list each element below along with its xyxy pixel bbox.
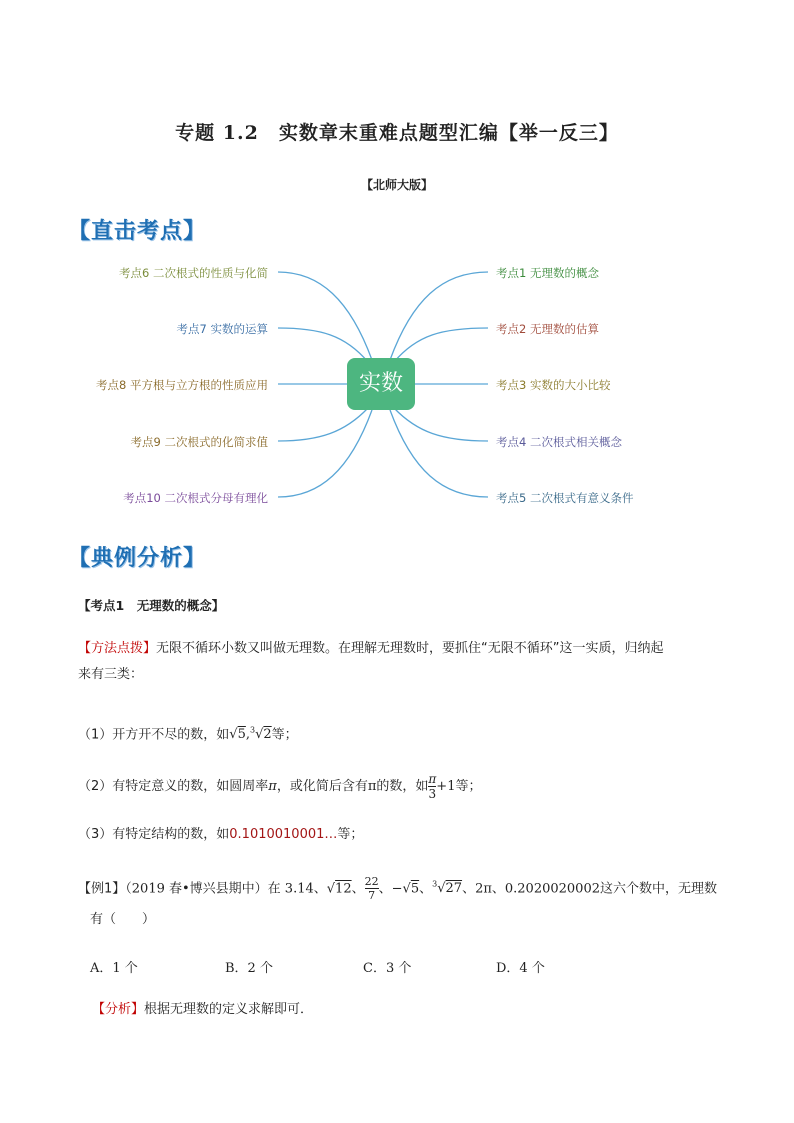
mindmap-right-label: 考点4 二次根式相关概念 — [496, 435, 622, 449]
example-source: （2019 春•博兴县期中）在 3.14、 — [125, 881, 327, 897]
mindmap-right-label: 考点3 实数的大小比较 — [496, 378, 611, 392]
method-paragraph — [78, 636, 728, 688]
mindmap-right-label: 考点5 二次根式有意义条件 — [496, 491, 634, 505]
branch-right-4 — [394, 408, 488, 441]
math-sqrt5: √5,$^3$√2 — [229, 726, 272, 743]
item-1 — [78, 718, 298, 748]
mindmap-left-label: 考点10 二次根式分母有理化 — [123, 491, 268, 505]
analysis — [92, 997, 313, 1023]
method-tag: 【方法点拨】 — [78, 641, 157, 656]
analysis-text: 根据无理数的定义求解即可． — [144, 1002, 314, 1017]
branch-left-4 — [278, 408, 368, 441]
page-subtitle: 【北师大版】 — [360, 178, 433, 192]
section-heading-dianli: 【典例分析】 — [68, 546, 207, 571]
item-3-value: 0.1010010001… — [229, 827, 338, 842]
item-2-prefix: （2）有特定意义的数，如圆周率 — [78, 779, 269, 794]
mindmap-right-label: 考点1 无理数的概念 — [496, 266, 599, 280]
math-fraction-22-7: $\frac{22}{7}$ — [364, 875, 379, 903]
section-heading-zhiji: 【直击考点】 — [68, 219, 207, 244]
item-1-prefix: （1）开方开不尽的数，如 — [78, 727, 230, 743]
item-2-mid: ，或化简后含有 — [276, 779, 368, 794]
math-sqrt12: √12 — [326, 881, 352, 897]
page-title: 专题 1.2 实数章末重难点题型汇编【举一反三】 — [175, 122, 619, 144]
mindmap-left-label: 考点8 平方根与立方根的性质应用 — [96, 378, 268, 392]
math-rest: 、2π、0.2020020002 — [462, 881, 600, 897]
option-b[interactable]: B．2 个 — [225, 961, 273, 976]
math-plus-1: +1 — [436, 779, 456, 794]
example-text-end: 这六个数中，无理数 — [600, 881, 718, 897]
option-c[interactable]: C．3 个 — [363, 961, 412, 976]
branch-left-2 — [278, 328, 368, 362]
item-1-suffix: 等； — [271, 727, 298, 743]
mindmap-center-node: 实数 — [347, 358, 415, 410]
math-pi: π — [268, 779, 277, 794]
item-2 — [78, 772, 481, 801]
mindmap-left-label: 考点7 实数的运算 — [176, 322, 268, 336]
branch-right-5 — [390, 410, 488, 497]
mindmap-right-label: 考点2 无理数的估算 — [496, 322, 599, 336]
method-text-2: 来有三类： — [78, 667, 144, 682]
item-3-suffix: 等； — [337, 827, 364, 842]
item-3-prefix: （3）有特定结构的数，如 — [78, 827, 230, 842]
branch-left-1 — [278, 272, 372, 360]
math-cbrt27: $^3$√27 — [432, 880, 463, 897]
kaodian-heading: 【考点1 无理数的概念】 — [78, 598, 225, 613]
branch-right-1 — [390, 272, 488, 360]
item-3 — [78, 822, 363, 848]
method-text-1: 无限不循环小数又叫做无理数。在理解无理数时，要抓住“无限不循环”这一实质，归纳起 — [156, 641, 664, 656]
math-pi-2: π — [367, 779, 377, 794]
mindmap-left-label: 考点6 二次根式的性质与化简 — [119, 266, 268, 280]
option-a[interactable]: A．1 个 — [90, 961, 138, 976]
branch-right-2 — [394, 328, 488, 362]
math-neg-sqrt5: −√5 — [391, 881, 420, 897]
branch-left-5 — [278, 410, 372, 497]
item-2-mid2: 的数，如 — [376, 779, 429, 794]
item-2-suffix: 等； — [455, 779, 482, 794]
math-fraction-pi-3: $\frac{\pi}{3}$ — [428, 772, 437, 801]
example-line2: 有（ ） — [90, 912, 156, 927]
mindmap-left-label: 考点9 二次根式的化简求值 — [130, 435, 268, 449]
analysis-tag: 【分析】 — [92, 1002, 145, 1017]
option-d[interactable]: D．4 个 — [496, 961, 545, 976]
example-tag: 【例1】 — [78, 881, 126, 897]
example-1: 【例1】（2019 春•博兴县期中）在 3.14、√12、 $\frac{22}{7}$ 、−√5、$^3$√27、2π、0.2020020002这六个数中，无理数 — [78, 875, 718, 903]
